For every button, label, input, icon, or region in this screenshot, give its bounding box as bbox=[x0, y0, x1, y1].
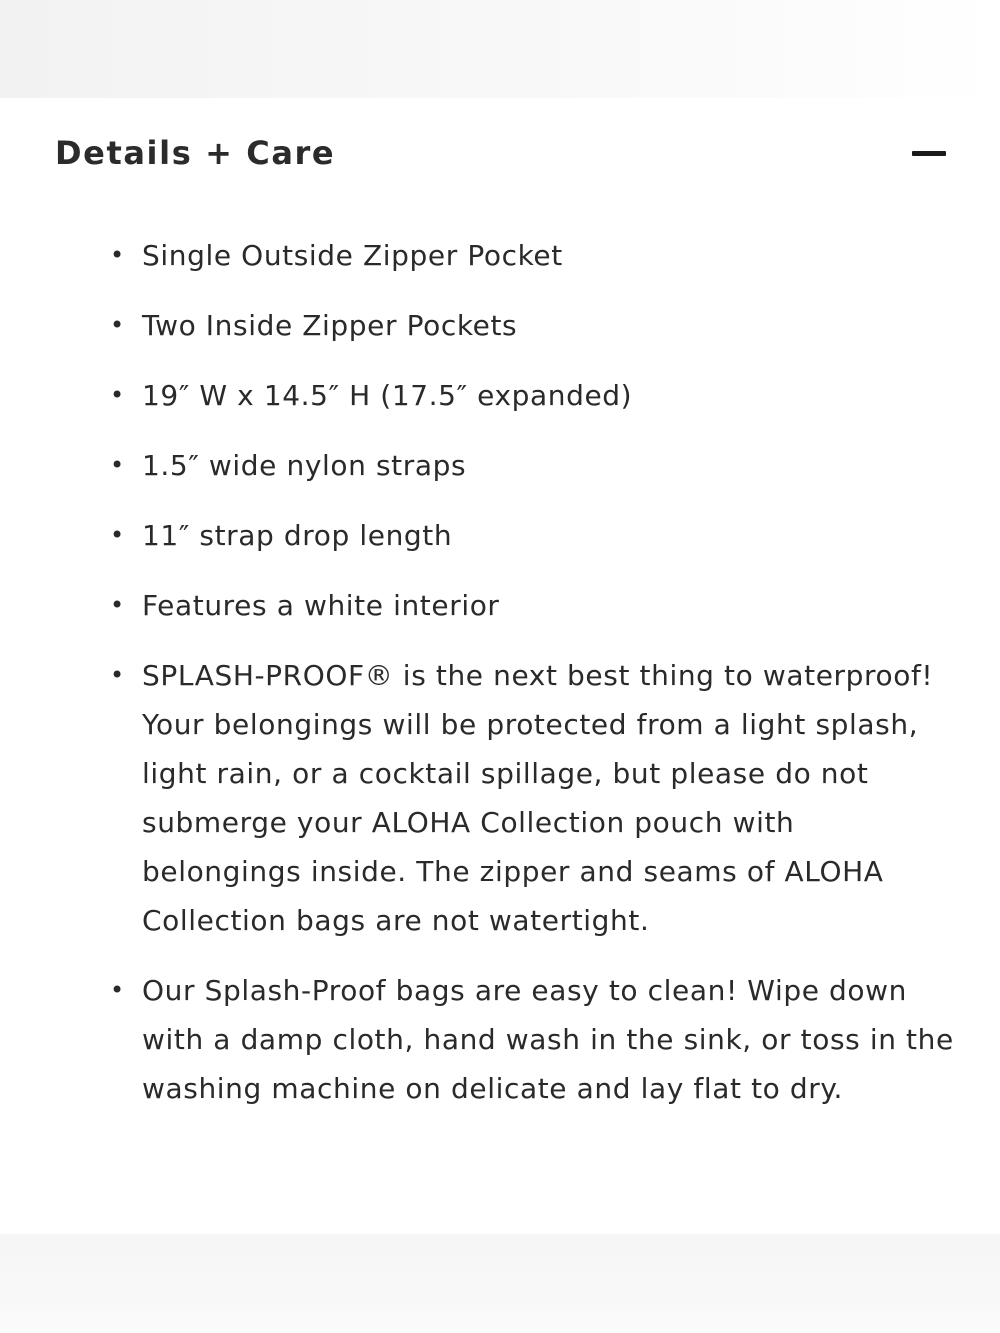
list-item bbox=[0, 581, 1000, 630]
list-item-text: Features a white interior bbox=[142, 589, 500, 622]
list-item-text: SPLASH-PROOF® is the next best thing to waterproof! Your belongings will be protected from a light splash, light rain, or a cocktail spillage, but please do not submerge your ALOHA Collection pouch with belongings inside. The zipper and seams of ALOHA Collection bags are not watertight. bbox=[142, 659, 934, 937]
bullet-icon: • bbox=[110, 661, 125, 689]
list-item-text: Our Splash-Proof bags are easy to clean! Wipe down with a damp cloth, hand wash in the sink, or toss in the washing machine on delicate and lay flat to dry. bbox=[142, 974, 954, 1105]
bullet-icon: • bbox=[110, 976, 125, 1004]
list-item bbox=[0, 511, 1000, 560]
bullet-icon: • bbox=[110, 381, 125, 409]
list-item-text: 1.5″ wide nylon straps bbox=[142, 449, 467, 482]
top-fade-region bbox=[0, 0, 1000, 98]
list-item bbox=[0, 371, 1000, 420]
bullet-icon: • bbox=[110, 521, 125, 549]
minus-icon[interactable] bbox=[912, 151, 946, 156]
bullet-icon: • bbox=[110, 241, 125, 269]
details-care-accordion-header[interactable] bbox=[0, 98, 1000, 210]
details-care-panel bbox=[0, 98, 1000, 1234]
list-item bbox=[0, 966, 1000, 1113]
bullet-icon: • bbox=[110, 451, 125, 479]
list-item bbox=[0, 301, 1000, 350]
list-item-text: 11″ strap drop length bbox=[142, 519, 453, 552]
list-item bbox=[0, 441, 1000, 490]
section-title: Details + Care bbox=[55, 134, 336, 172]
list-item bbox=[0, 651, 1000, 945]
list-item bbox=[0, 231, 1000, 280]
list-item-text: 19″ W x 14.5″ H (17.5″ expanded) bbox=[142, 379, 633, 412]
list-item-text: Single Outside Zipper Pocket bbox=[142, 239, 563, 272]
bottom-fade-region bbox=[0, 1234, 1000, 1333]
bullet-icon: • bbox=[110, 591, 125, 619]
bullet-icon: • bbox=[110, 311, 125, 339]
list-item-text: Two Inside Zipper Pockets bbox=[142, 309, 518, 342]
details-list bbox=[0, 231, 1000, 1134]
